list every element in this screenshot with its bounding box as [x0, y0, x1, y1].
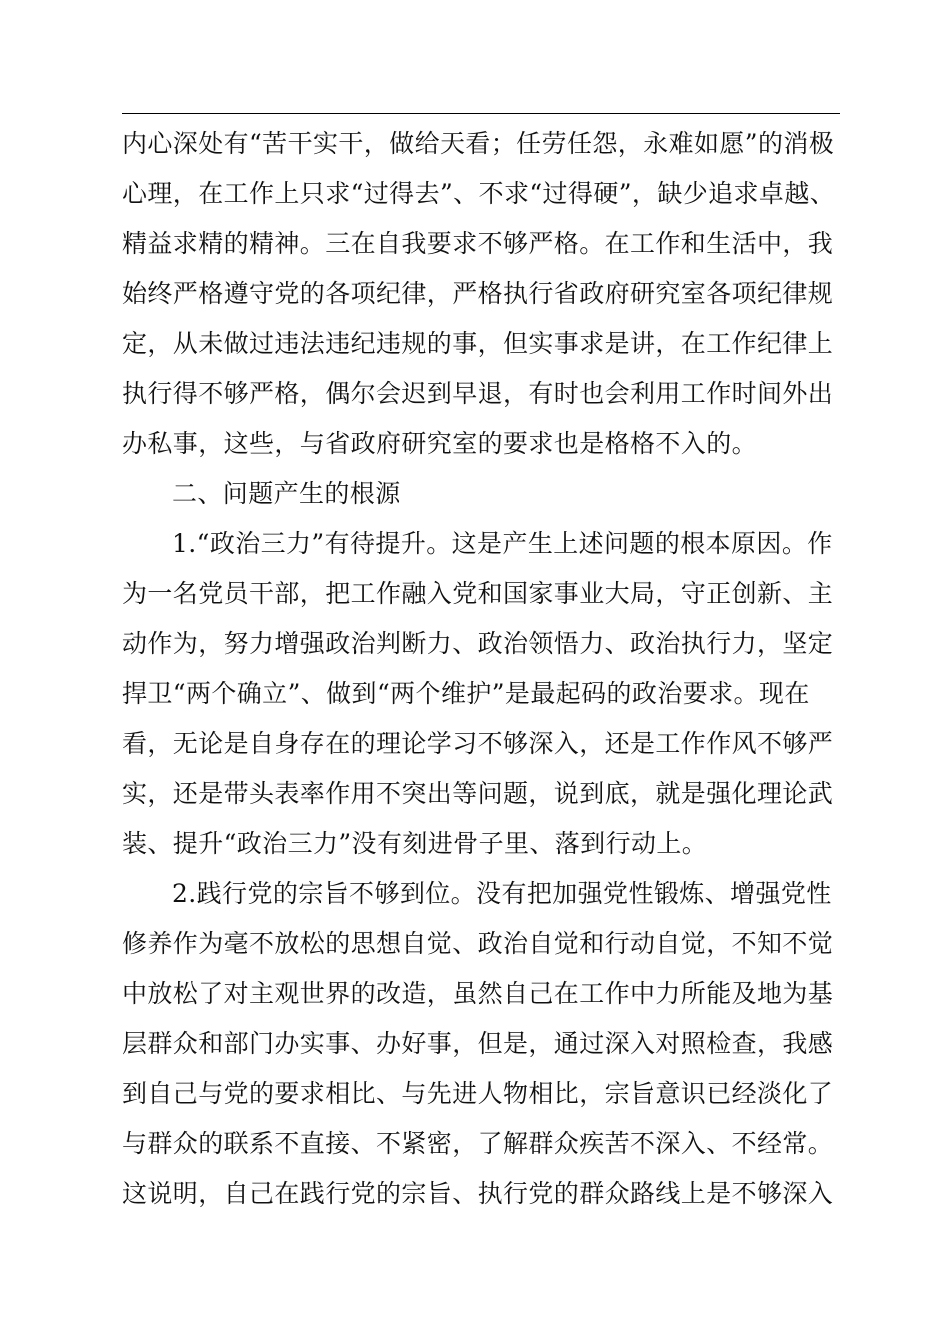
text-line: 办私事，这些，与省政府研究室的要求也是格格不入的。	[122, 429, 758, 458]
text-line: 捍卫“两个确立”、做到“两个维护”是最起码的政治要求。现在	[122, 679, 810, 708]
text-line: 精益求精的精神。三在自我要求不够严格。在工作和生活中，我	[122, 229, 834, 258]
text-line: 与群众的联系不直接、不紧密，了解群众疾苦不深入、不经常。	[122, 1129, 834, 1158]
section-heading: 二、问题产生的根源	[172, 479, 401, 508]
text-line: 为一名党员干部，把工作融入党和国家事业大局，守正创新、主	[122, 579, 834, 608]
header-rule	[122, 113, 840, 114]
text-line: 这说明，自己在践行党的宗旨、执行党的群众路线上是不够深入	[122, 1179, 834, 1208]
text-line: 到自己与党的要求相比、与先进人物相比，宗旨意识已经淡化了	[122, 1079, 834, 1108]
text-line: 内心深处有“苦干实干，做给天看；任劳任怨，永难如愿”的消极	[122, 129, 835, 158]
text-line: 装、提升“政治三力”没有刻进骨子里、落到行动上。	[122, 829, 708, 858]
text-line: 看，无论是自身存在的理论学习不够深入，还是工作作风不够严	[122, 729, 834, 758]
text-line: 修养作为毫不放松的思想自觉、政治自觉和行动自觉，不知不觉	[122, 929, 834, 958]
text-line: 动作为，努力增强政治判断力、政治领悟力、政治执行力，坚定	[122, 629, 834, 658]
text-line: 心理，在工作上只求“过得去”、不求“过得硬”，缺少追求卓越、	[122, 179, 836, 208]
text-line: 2.践行党的宗旨不够到位。没有把加强党性锻炼、增强党性	[172, 879, 832, 908]
text-line: 定，从未做过违法违纪违规的事，但实事求是讲，在工作纪律上	[122, 329, 834, 358]
text-line: 1.“政治三力”有待提升。这是产生上述问题的根本原因。作	[172, 529, 833, 558]
text-line: 实，还是带头表率作用不突出等问题，说到底，就是强化理论武	[122, 779, 834, 808]
text-line: 始终严格遵守党的各项纪律，严格执行省政府研究室各项纪律规	[122, 279, 834, 308]
text-line: 中放松了对主观世界的改造，虽然自己在工作中力所能及地为基	[122, 979, 834, 1008]
text-line: 执行得不够严格，偶尔会迟到早退，有时也会利用工作时间外出	[122, 379, 834, 408]
text-line: 层群众和部门办实事、办好事，但是，通过深入对照检查，我感	[122, 1029, 834, 1058]
